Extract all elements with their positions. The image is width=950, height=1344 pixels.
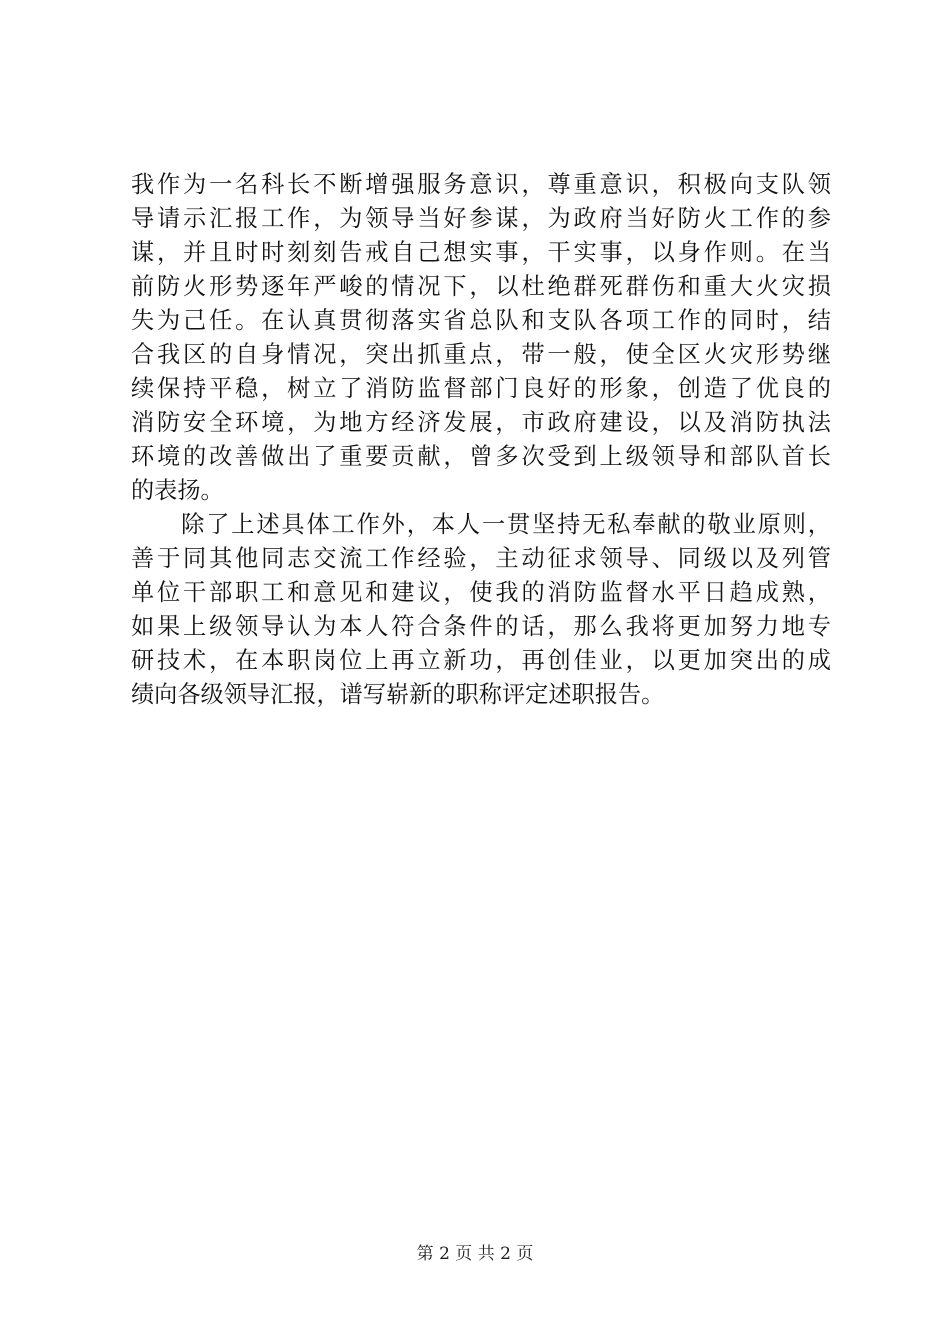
text-line: 合我区的自身情况，突出抓重点，带一般，使全区火灾形势继	[131, 341, 831, 368]
text-line: 续保持平稳，树立了消防监督部门良好的形象，创造了优良的	[131, 375, 831, 402]
page-footer: 第 2 页 共 2 页	[416, 1244, 534, 1264]
text-line: 消防安全环境，为地方经济发展，市政府建设，以及消防执法	[131, 409, 831, 436]
text-line: 前防火形势逐年严峻的情况下，以杜绝群死群伤和重大火灾损	[131, 273, 831, 300]
text-line: 如果上级领导认为本人符合条件的话，那么我将更加努力地专	[131, 613, 831, 640]
text-line: 善于同其他同志交流工作经验，主动征求领导、同级以及列管	[131, 545, 831, 572]
text-line: 单位干部职工和意见和建议，使我的消防监督水平日趋成熟，	[131, 579, 831, 606]
text-line: 除了上述具体工作外，本人一贯坚持无私奉献的敬业原则，	[131, 511, 831, 538]
text-line: 导请示汇报工作，为领导当好参谋，为政府当好防火工作的参	[131, 205, 831, 232]
text-line: 研技术，在本职岗位上再立新功，再创佳业，以更加突出的成	[131, 647, 831, 674]
text-line: 我作为一名科长不断增强服务意识，尊重意识，积极向支队领	[131, 171, 831, 198]
text-line: 谋，并且时时刻刻告戒自己想实事，干实事，以身作则。在当	[131, 239, 831, 266]
body-text	[131, 168, 831, 712]
text-line: 的表扬。	[131, 477, 224, 504]
text-line: 绩向各级领导汇报，谱写崭新的职称评定述职报告。	[131, 681, 665, 708]
text-line: 环境的改善做出了重要贡献，曾多次受到上级领导和部队首长	[131, 443, 831, 470]
text-line: 失为己任。在认真贯彻落实省总队和支队各项工作的同时，结	[131, 307, 831, 334]
